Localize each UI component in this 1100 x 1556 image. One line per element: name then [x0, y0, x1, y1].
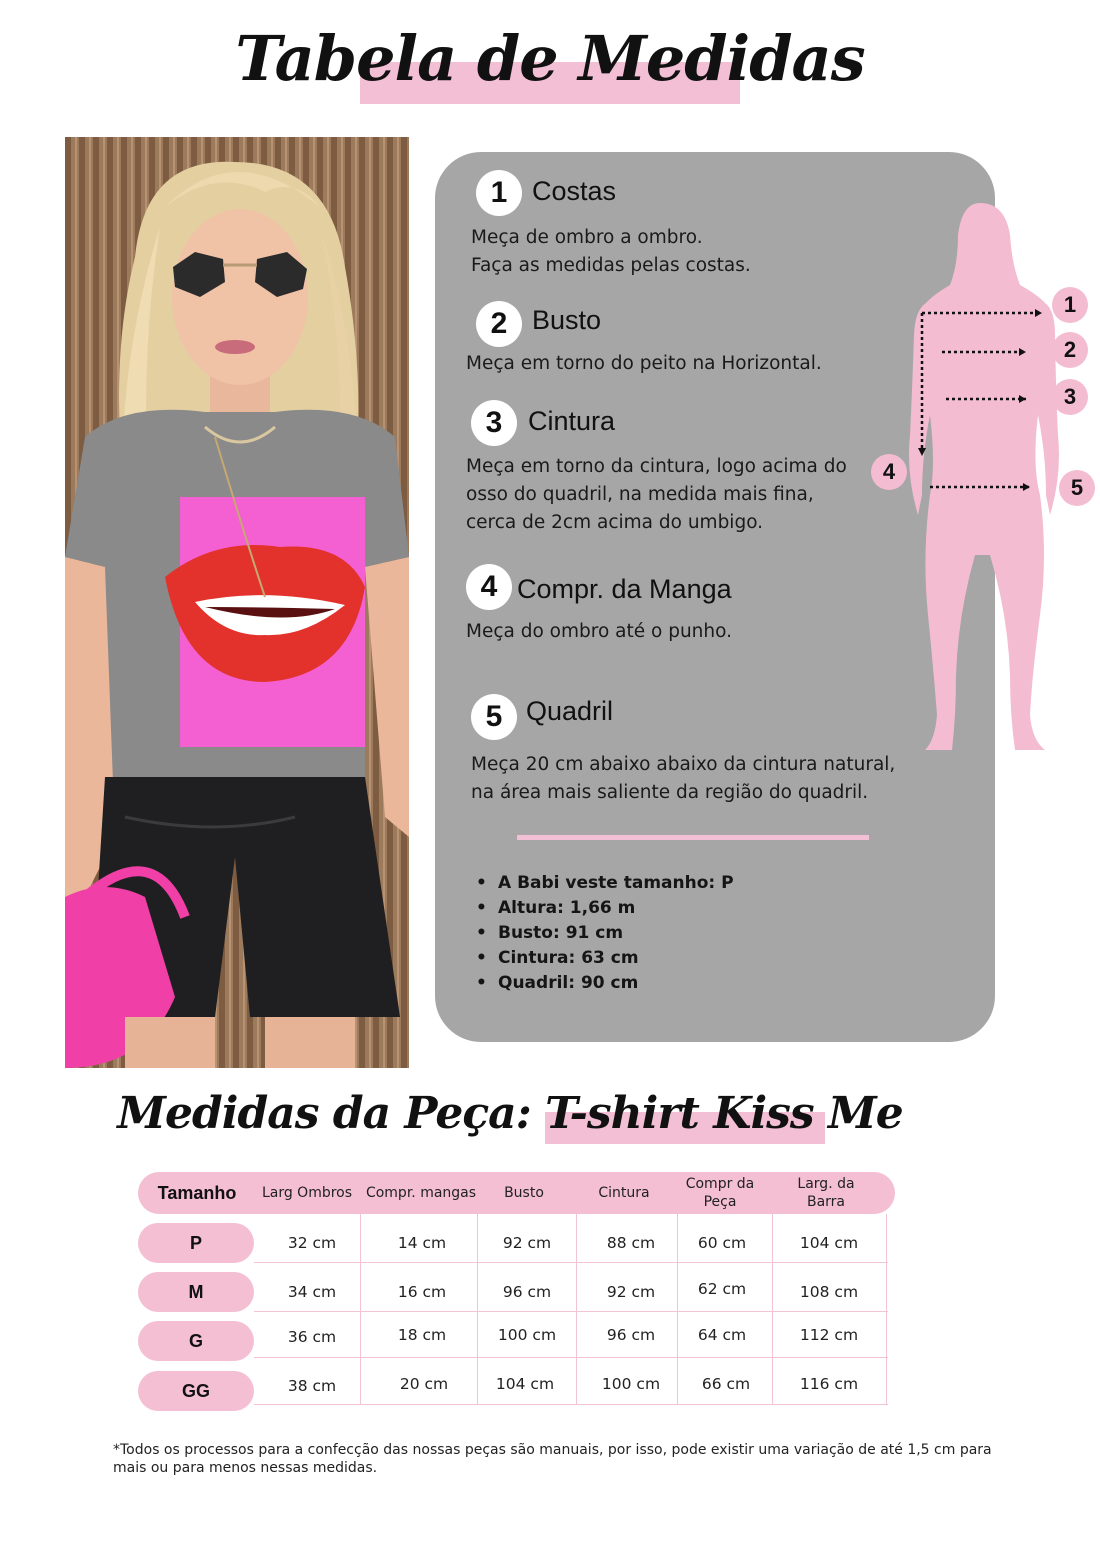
table-cell: 62 cm [697, 1280, 747, 1298]
model-photo [65, 137, 409, 1068]
desc-line: Faça as medidas pelas costas. [471, 255, 751, 276]
step-number-3: 3 [471, 400, 517, 446]
marker-3: 3 [1052, 379, 1088, 415]
table-cell: 16 cm [397, 1283, 447, 1301]
desc-line: na área mais saliente da região do quadril. [471, 782, 869, 803]
marker-4: 4 [871, 454, 907, 490]
header-shoulder: Larg Ombros [261, 1185, 353, 1201]
table-cell: 116 cm [799, 1375, 859, 1393]
header-bust: Busto [504, 1185, 544, 1201]
desc-line: Meça de ombro a ombro. [471, 227, 703, 248]
section-title-busto: Busto [532, 305, 602, 335]
table-cell: 104 cm [799, 1234, 859, 1252]
header-length: Compr da Peça [685, 1176, 755, 1210]
table-cell: 60 cm [697, 1234, 747, 1252]
step-number-5: 5 [471, 694, 517, 740]
table-cell: 38 cm [287, 1377, 337, 1395]
section-title-manga: Compr. da Manga [517, 574, 732, 604]
table-cell: 92 cm [502, 1234, 552, 1252]
desc-line: Meça 20 cm abaixo abaixo da cintura natural, [471, 754, 896, 775]
page-title: Tabela de Medidas [235, 22, 865, 95]
stat-hip: • Quadril: 90 cm [476, 971, 734, 996]
step-number-4: 4 [466, 564, 512, 610]
desc-line: Meça em torno do peito na Horizontal. [466, 353, 822, 374]
section-desc-busto [466, 350, 822, 378]
table-cell: 96 cm [502, 1283, 552, 1301]
table-cell: 32 cm [287, 1234, 337, 1252]
table-cell: 112 cm [799, 1326, 859, 1344]
size-label-gg: GG [138, 1371, 254, 1411]
table-cell: 18 cm [397, 1326, 447, 1344]
stat-height: • Altura: 1,66 m [476, 896, 734, 921]
table-cell: 14 cm [397, 1234, 447, 1252]
table-cell: 100 cm [601, 1375, 661, 1393]
section-title-costas: Costas [532, 176, 617, 206]
stat-waist: • Cintura: 63 cm [476, 946, 734, 971]
product-subtitle: Medidas da Peça: T-shirt Kiss Me [117, 1088, 903, 1139]
size-label-p: P [138, 1223, 254, 1263]
table-cell: 36 cm [287, 1328, 337, 1346]
table-cell: 20 cm [399, 1375, 449, 1393]
table-cell: 104 cm [495, 1375, 555, 1393]
grid-line [254, 1357, 888, 1358]
header-waist: Cintura [598, 1185, 650, 1201]
section-desc-manga [466, 618, 732, 646]
size-label-m: M [138, 1272, 254, 1312]
section-title-quadril: Quadril [526, 696, 614, 726]
table-cell: 34 cm [287, 1283, 337, 1301]
desc-line: cerca de 2cm acima do umbigo. [466, 512, 764, 533]
marker-1: 1 [1052, 287, 1088, 323]
section-desc-cintura [466, 453, 847, 537]
section-desc-quadril [471, 751, 895, 807]
stat-bust: • Busto: 91 cm [476, 921, 734, 946]
desc-line: osso do quadril, na medida mais fina, [466, 484, 814, 505]
table-cell: 100 cm [497, 1326, 557, 1344]
table-cell: 88 cm [606, 1234, 656, 1252]
table-cell: 108 cm [799, 1283, 859, 1301]
section-desc-costas [471, 224, 751, 280]
section-title-cintura: Cintura [528, 406, 616, 436]
header-sleeve: Compr. mangas [365, 1185, 477, 1201]
stat-size: • A Babi veste tamanho: P [476, 871, 734, 896]
table-cell: 92 cm [606, 1283, 656, 1301]
table-cell: 96 cm [606, 1326, 656, 1344]
desc-line: Meça em torno da cintura, logo acima do [466, 456, 847, 477]
desc-line: Meça do ombro até o punho. [466, 621, 733, 642]
table-cell: 64 cm [697, 1326, 747, 1344]
marker-2: 2 [1052, 332, 1088, 368]
footnote: *Todos os processos para a confecção das nossas peças são manuais, por isso, pode existir uma variação de até 1,5 cm para mais ou para menos nessas medidas. [113, 1442, 992, 1476]
section-divider [517, 835, 869, 840]
table-cell: 66 cm [701, 1375, 751, 1393]
header-size: Tamanho [157, 1183, 237, 1203]
step-number-1: 1 [476, 170, 522, 216]
header-hem: Larg. da Barra [797, 1176, 855, 1210]
model-stats-list [476, 871, 734, 996]
grid-line [886, 1214, 887, 1404]
marker-5: 5 [1059, 470, 1095, 506]
step-number-2: 2 [476, 301, 522, 347]
size-label-g: G [138, 1321, 254, 1361]
